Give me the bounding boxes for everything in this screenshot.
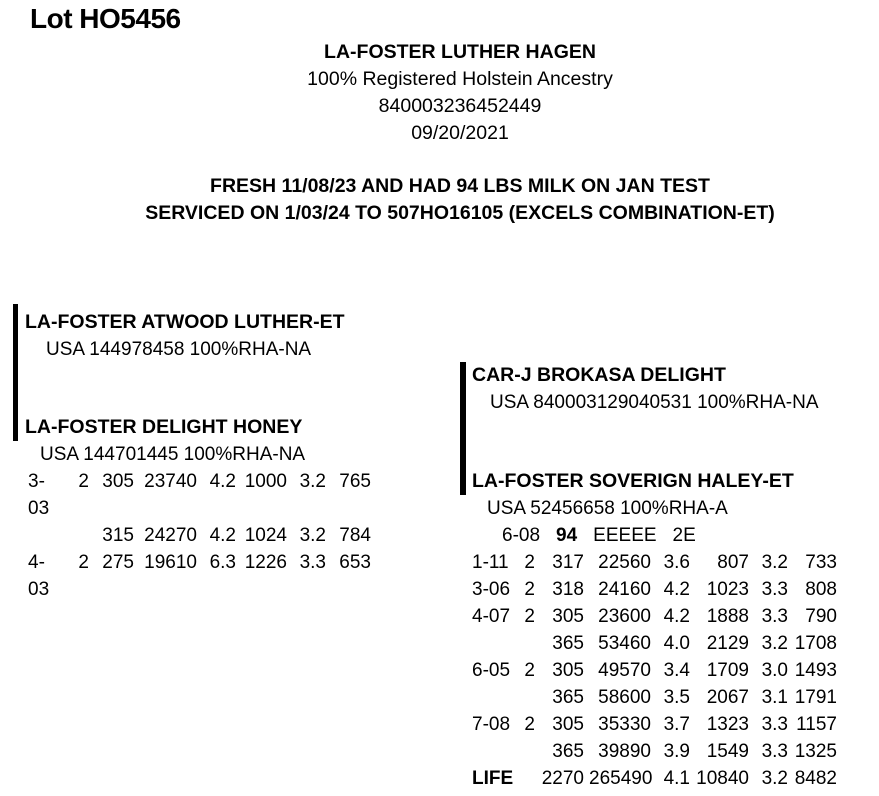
- production-record-cell: 2: [524, 579, 535, 600]
- production-record-row: [472, 711, 837, 738]
- pedigree-bracket-right: [460, 362, 466, 495]
- production-record-cell: 3.3: [761, 741, 788, 762]
- production-record-cell: 807: [717, 552, 749, 573]
- production-record-cell: 39890: [598, 741, 651, 762]
- production-record-cell: 317: [552, 552, 584, 573]
- production-record-cell: 2: [524, 552, 535, 573]
- production-record-cell: 3.2: [299, 471, 326, 492]
- production-record-cell: 3.9: [663, 741, 690, 762]
- production-record-cell: 733: [805, 552, 837, 573]
- production-record-cell: 653: [339, 552, 371, 573]
- production-record-cell: [517, 684, 535, 711]
- production-record-cell: 8482: [794, 768, 837, 789]
- production-record-cell: 765: [339, 471, 371, 492]
- production-record-cell: 4.2: [209, 471, 236, 492]
- production-record-cell: 4.2: [663, 579, 690, 600]
- dam-registration: USA 144701445 100%RHA-NA: [40, 444, 306, 465]
- production-record-cell: 23740: [144, 471, 197, 492]
- production-record-row: [472, 576, 837, 603]
- dam-dam-registration: USA 52456658 100%RHA-A: [487, 498, 728, 519]
- production-record-cell: 35330: [598, 714, 651, 735]
- production-record-cell: 265490: [589, 768, 653, 789]
- production-record-cell: [71, 522, 89, 549]
- production-record-cell: 53460: [598, 633, 651, 654]
- production-record-cell: 1024: [244, 525, 287, 546]
- production-record-cell: 784: [339, 525, 371, 546]
- production-record-cell: 1888: [706, 606, 749, 627]
- production-record-cell: 305: [552, 606, 584, 627]
- production-record-cell: 3.2: [761, 633, 788, 654]
- animal-name: LA-FOSTER LUTHER HAGEN: [324, 41, 596, 63]
- production-record-cell: 365: [552, 687, 584, 708]
- dam-sire-name: CAR-J BROKASA DELIGHT: [472, 364, 726, 386]
- classification-score: 94: [556, 525, 578, 546]
- dam-dam-production-table: [472, 549, 837, 792]
- production-record-cell: 365: [552, 741, 584, 762]
- production-record-cell: 3.2: [761, 552, 788, 573]
- lot-number: Lot HO5456: [30, 3, 181, 34]
- production-record-cell: 2: [78, 471, 89, 492]
- production-record-cell: 3.3: [761, 606, 788, 627]
- production-record-row: [28, 549, 371, 603]
- production-record-cell: [517, 630, 535, 657]
- production-record-cell: 1708: [794, 633, 837, 654]
- production-record-cell: 4.1: [663, 768, 690, 789]
- production-record-row: [472, 603, 837, 630]
- production-record-cell: 49570: [598, 660, 651, 681]
- production-record-cell: 2129: [706, 633, 749, 654]
- production-record-cell: 1549: [706, 741, 749, 762]
- sire-registration: USA 144978458 100%RHA-NA: [46, 339, 312, 360]
- dam-production-table: [28, 468, 371, 603]
- production-record-cell: 1000: [244, 471, 287, 492]
- production-record-cell: 19610: [144, 552, 197, 573]
- production-record-cell: 3-06: [472, 579, 511, 600]
- production-record-cell: 305: [552, 714, 584, 735]
- production-record-cell: 3-03: [28, 471, 50, 519]
- animal-registration-id: 840003236452449: [378, 95, 542, 117]
- production-record-cell: 2: [524, 660, 535, 681]
- production-record-cell: 23600: [598, 606, 651, 627]
- production-record-cell: 2: [524, 714, 535, 735]
- production-record-cell: 3.5: [663, 687, 690, 708]
- animal-birthdate: 09/20/2021: [411, 122, 509, 144]
- note-serviced: SERVICED ON 1/03/24 TO 507HO16105 (EXCELS COMBINATION-ET): [145, 202, 775, 224]
- production-record-cell: 305: [102, 471, 134, 492]
- production-record-cell: 790: [805, 606, 837, 627]
- production-record-cell: 2270: [541, 768, 584, 789]
- production-record-cell: 7-08: [472, 714, 511, 735]
- note-fresh: FRESH 11/08/23 AND HAD 94 LBS MILK ON JAN TEST: [210, 175, 710, 197]
- production-record-cell: 10840: [696, 768, 749, 789]
- production-record-cell: 4.2: [663, 606, 690, 627]
- animal-ancestry: 100% Registered Holstein Ancestry: [307, 68, 613, 90]
- production-record-cell: [517, 738, 535, 765]
- sire-name: LA-FOSTER ATWOOD LUTHER-ET: [25, 311, 345, 333]
- production-record-cell: 4.2: [209, 525, 236, 546]
- production-record-row: [28, 468, 371, 522]
- production-record-cell: 3.3: [299, 552, 326, 573]
- production-record-cell: 1157: [796, 714, 837, 735]
- production-record-cell: 1-11: [472, 552, 509, 573]
- pedigree-bracket-left: [13, 304, 18, 441]
- production-record-row: [472, 630, 837, 657]
- dam-dam-name: LA-FOSTER SOVERIGN HALEY-ET: [472, 470, 794, 492]
- production-record-cell: 3.1: [761, 687, 788, 708]
- production-record-row: [472, 738, 837, 765]
- production-record-cell: 3.0: [761, 660, 788, 681]
- production-record-cell: 3.3: [761, 579, 788, 600]
- dam-name: LA-FOSTER DELIGHT HONEY: [25, 416, 303, 438]
- production-record-cell: 2: [78, 552, 89, 573]
- production-record-cell: [28, 522, 66, 549]
- production-record-cell: 24160: [598, 579, 651, 600]
- production-record-cell: 315: [102, 525, 134, 546]
- classification-linear: EEEEE: [593, 525, 657, 546]
- production-record-cell: 3.2: [299, 525, 326, 546]
- production-record-cell: 6.3: [209, 552, 236, 573]
- production-record-cell: 3.3: [761, 714, 788, 735]
- production-record-cell: 24270: [144, 525, 197, 546]
- production-record-row: [28, 522, 371, 549]
- production-record-cell: 2067: [706, 687, 749, 708]
- classification-age: 6-08: [502, 525, 541, 546]
- production-record-cell: 3.2: [761, 768, 788, 789]
- production-record-cell: 305: [552, 660, 584, 681]
- dam-sire-registration: USA 840003129040531 100%RHA-NA: [490, 392, 819, 413]
- production-record-cell: 275: [102, 552, 134, 573]
- production-record-cell: 2: [524, 606, 535, 627]
- production-record-cell: [472, 738, 512, 765]
- production-record-cell: 6-05: [472, 660, 511, 681]
- production-record-cell: 22560: [598, 552, 651, 573]
- sale-notes: [40, 173, 879, 227]
- production-record-cell: 4-07: [472, 606, 511, 627]
- production-record-cell: 365: [552, 633, 584, 654]
- production-record-cell: 1226: [244, 552, 287, 573]
- production-record-cell: 4-03: [28, 552, 50, 600]
- production-record-cell: 58600: [598, 687, 651, 708]
- production-record-cell: 1325: [794, 741, 837, 762]
- production-record-cell: 1023: [706, 579, 749, 600]
- production-record-row: [472, 549, 837, 576]
- animal-header: [40, 39, 879, 147]
- production-record-cell: 3.4: [663, 660, 690, 681]
- production-record-cell: 1709: [706, 660, 749, 681]
- classification-multiple: 2E: [672, 525, 696, 546]
- production-record-cell: 808: [805, 579, 837, 600]
- production-record-cell: [472, 630, 512, 657]
- production-record-cell: 1323: [706, 714, 749, 735]
- production-record-cell: 1791: [794, 687, 837, 708]
- production-record-row: [472, 765, 837, 792]
- classification-line: [502, 522, 696, 549]
- production-record-cell: 1493: [794, 660, 837, 681]
- production-record-cell: 3.6: [663, 552, 690, 573]
- production-record-cell: 3.7: [663, 714, 690, 735]
- production-record-cell: LIFE: [472, 768, 514, 789]
- production-record-cell: 4.0: [663, 633, 690, 654]
- production-record-cell: 318: [552, 579, 584, 600]
- production-record-cell: [517, 765, 535, 792]
- production-record-cell: [472, 684, 512, 711]
- production-record-row: [472, 684, 837, 711]
- production-record-row: [472, 657, 837, 684]
